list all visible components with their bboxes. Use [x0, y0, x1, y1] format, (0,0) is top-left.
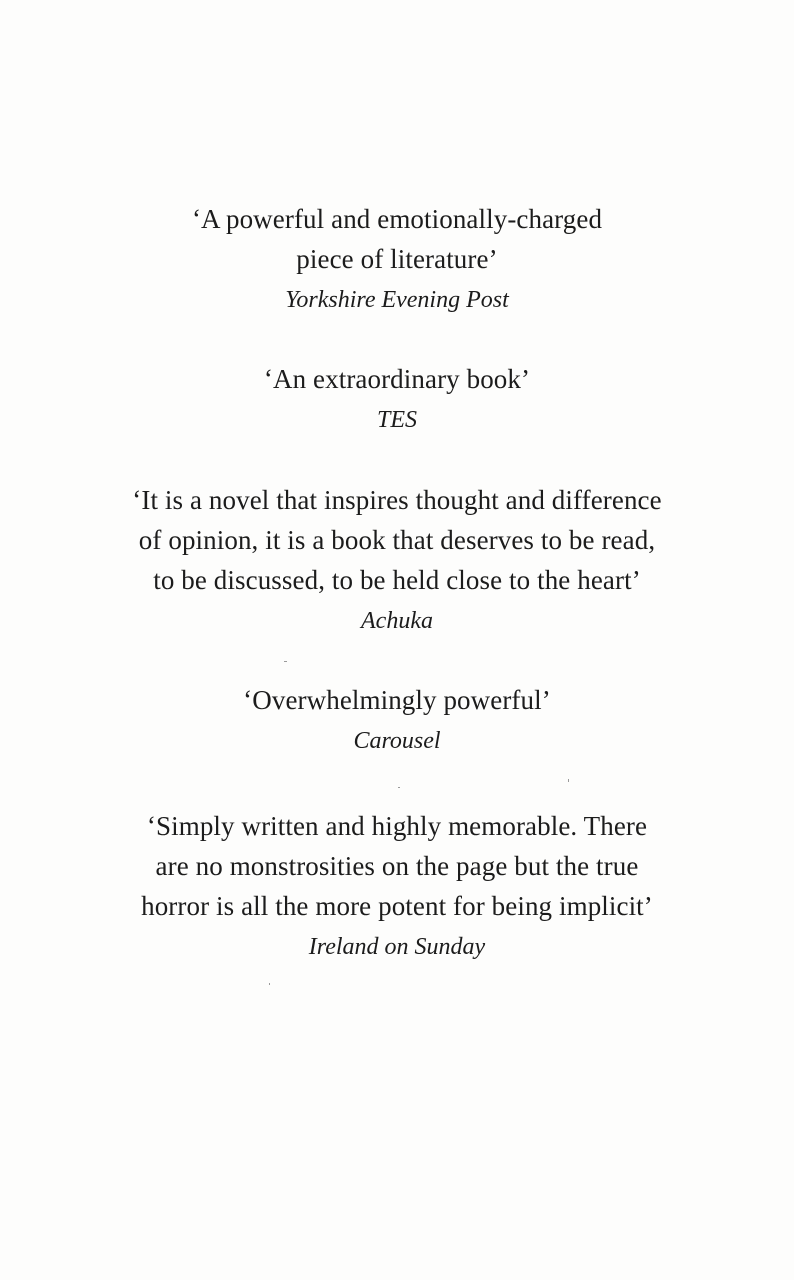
review-tes: [0, 359, 794, 436]
print-speck: [568, 779, 569, 782]
review-quote: [0, 359, 794, 399]
review-carousel: [0, 680, 794, 757]
review-quote: [0, 199, 794, 279]
quote-line: ‘An extraordinary book’: [263, 364, 531, 394]
print-speck: [398, 787, 400, 788]
review-yorkshire-evening-post: [0, 199, 794, 316]
review-quote: [0, 806, 794, 926]
review-source: TES: [376, 407, 417, 433]
print-speck: [284, 661, 287, 662]
quote-line: to be discussed, to be held close to the heart’: [153, 565, 641, 595]
review-quote: [0, 480, 794, 600]
review-quote: [0, 680, 794, 720]
review-achuka: [0, 480, 794, 637]
quote-line: ‘Overwhelmingly powerful’: [243, 685, 551, 715]
quote-line: piece of literature’: [296, 244, 498, 274]
review-source: Achuka: [361, 608, 433, 634]
quote-line: of opinion, it is a book that deserves to be read,: [138, 525, 656, 555]
quote-line: are no monstrosities on the page but the true: [155, 851, 639, 881]
quote-line: ‘A powerful and emotionally-charged: [191, 204, 603, 234]
quote-line: horror is all the more potent for being implicit’: [141, 891, 653, 921]
print-speck: [269, 983, 270, 985]
review-source: Carousel: [353, 728, 441, 754]
quote-line: ‘It is a novel that inspires thought and difference: [132, 485, 662, 515]
review-ireland-on-sunday: [0, 806, 794, 963]
quote-line: ‘Simply written and highly memorable. There: [146, 811, 648, 841]
review-source: Ireland on Sunday: [308, 934, 486, 960]
review-source: Yorkshire Evening Post: [285, 287, 509, 313]
